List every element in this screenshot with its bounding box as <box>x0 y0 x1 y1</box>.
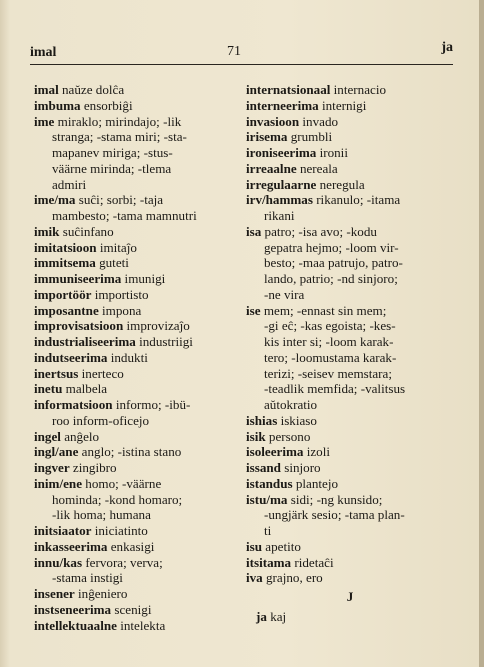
entry-continuation-line: aŭtokratio <box>264 397 318 412</box>
dictionary-entry <box>34 82 234 98</box>
entry-headword-line: iva grajno, ero <box>246 570 323 586</box>
dictionary-entry <box>34 539 234 555</box>
entry-continuation-line: besto; -maa patrujo, patro- <box>264 255 403 271</box>
dictionary-entry <box>246 492 446 539</box>
entry-headword-line: ironiseerima ironii <box>246 145 348 160</box>
dictionary-entry <box>34 397 234 429</box>
entry-headword-line: industrialiseerima industriigi <box>34 334 193 349</box>
entry-headword-line: inkasseerima enkasigi <box>34 538 155 554</box>
section-letter: J <box>346 589 354 604</box>
dictionary-entry <box>246 570 446 586</box>
left-column <box>34 82 234 633</box>
dictionary-entry <box>34 460 234 476</box>
dictionary-entry <box>246 460 446 476</box>
dictionary-entry <box>34 602 234 618</box>
entry-headword-line: isik persono <box>246 428 311 444</box>
entry-headword-line: intellektuaalne intelekta <box>34 617 166 633</box>
entry-headword-line: invasioon invado <box>246 113 339 129</box>
entry-continuation-line: -lik homa; humana <box>52 507 151 523</box>
entry-headword-line: immitsema guteti <box>34 255 129 271</box>
dictionary-entry <box>246 177 446 193</box>
dictionary-entry <box>34 334 234 350</box>
entry-continuation-line: lando, patrio; -nd sinjoro; <box>264 271 398 286</box>
entry-headword-line: informatsioon informo; -ibü- <box>34 397 191 412</box>
dictionary-entry <box>34 114 234 193</box>
entry-headword-line: irisema grumbli <box>246 129 333 145</box>
dictionary-entry <box>34 192 234 224</box>
entry-headword-line: imik suĉinfano <box>34 223 114 239</box>
entry-headword-line: irreaalne nereala <box>246 160 338 176</box>
dictionary-entry <box>34 429 234 445</box>
entry-headword-line: isu apetito <box>246 538 301 554</box>
dictionary-entry <box>34 303 234 319</box>
entry-headword-line: imal naŭze dolĉa <box>34 82 125 97</box>
dictionary-entry <box>246 555 446 571</box>
entry-headword-line: initsiaator iniciatinto <box>34 523 148 538</box>
entry-headword-line: irregulaarne neregula <box>246 176 365 192</box>
entry-headword-line: immuniseerima imunigi <box>34 271 166 286</box>
dictionary-entry <box>34 224 234 240</box>
dictionary-entry <box>246 161 446 177</box>
dictionary-entry <box>246 224 446 303</box>
entry-headword-line: indutseerima indukti <box>34 349 148 365</box>
dictionary-entry <box>34 271 234 287</box>
entry-continuation-line: -teadlik memfida; -valitsus <box>264 381 406 397</box>
page-header <box>30 40 453 65</box>
entry-headword-line: ime miraklo; mirindajo; -lik <box>34 113 182 129</box>
entry-headword-line: ise mem; -ennast sin mem; <box>246 302 387 318</box>
dictionary-entry <box>34 255 234 271</box>
entry-headword-line: imitatsioon imitaĵo <box>34 239 137 255</box>
entry-headword-line: inetu malbela <box>34 381 108 397</box>
dictionary-entry <box>246 429 446 445</box>
entry-headword-line: inertsus inerteco <box>34 365 124 381</box>
entry-continuation-line: terizi; -seisev memstara; <box>264 365 392 381</box>
entry-headword-line: inim/ene homo; -väärne <box>34 475 162 491</box>
dictionary-entry <box>34 381 234 397</box>
entry-continuation-line: -stama instigi <box>52 570 123 586</box>
dictionary-entry <box>34 523 234 539</box>
entry-continuation-line: tero; -loomustama karak- <box>264 349 397 365</box>
dictionary-entry: ja kaj <box>256 608 287 624</box>
dictionary-entry <box>246 192 446 224</box>
header-left-guide-word: imal <box>30 45 57 60</box>
entry-headword-line: interneerima internigi <box>246 97 367 113</box>
entry-continuation-line: stranga; -stama miri; -sta- <box>52 129 187 145</box>
dictionary-entry <box>34 98 234 114</box>
dictionary-entry <box>34 287 234 303</box>
dictionary-entry <box>246 129 446 145</box>
entry-headword-line: issand sinjoro <box>246 460 321 475</box>
right-column <box>246 82 446 625</box>
dictionary-entry <box>246 145 446 161</box>
dictionary-entry <box>246 444 446 460</box>
header-right-guide-word: ja <box>441 40 453 55</box>
entry-headword-line: ingver zingibro <box>34 460 117 475</box>
dictionary-entry <box>34 476 234 523</box>
entry-headword-line: instseneerima scenigi <box>34 601 152 617</box>
entry-continuation-line: rikani <box>264 208 295 223</box>
entry-headword-line: istu/ma sidi; -ng kunsido; <box>246 491 383 507</box>
entry-headword-line: isa patro; -isa avo; -kodu <box>246 223 377 239</box>
entry-continuation-line: -ungjärk sesio; -tama plan- <box>264 507 405 523</box>
dictionary-entry <box>246 82 446 98</box>
entry-headword-line: istandus plantejo <box>246 475 339 491</box>
dictionary-entry <box>34 555 234 587</box>
dictionary-entry <box>34 240 234 256</box>
right-column-entries <box>246 82 446 586</box>
entry-continuation-line: roo inform-oficejo <box>52 412 150 428</box>
dictionary-entry <box>34 586 234 602</box>
dictionary-entry <box>34 318 234 334</box>
entry-headword-line: ime/ma suĉi; sorbi; -taja <box>34 192 164 208</box>
entry-continuation-line: ti <box>264 523 272 538</box>
entry-headword-line: isoleerima izoli <box>246 444 330 460</box>
entry-headword-line: ishias iskiaso <box>246 412 317 428</box>
entry-headword-line: improvisatsioon improvizaĵo <box>34 318 190 334</box>
entry-continuation-line: hominda; -kond homaro; <box>52 491 183 507</box>
entry-headword-line: itsitama ridetaĉi <box>246 554 334 570</box>
entry-headword-line: importöör importisto <box>34 286 149 302</box>
entry-headword-line: irv/hammas rikanulo; -itama <box>246 192 401 208</box>
dictionary-entry <box>246 303 446 413</box>
dictionary-entry <box>246 476 446 492</box>
entry-headword-line: imbuma ensorbiĝi <box>34 97 133 113</box>
entry-continuation-line: -ne vira <box>264 286 305 302</box>
dictionary-entry <box>34 350 234 366</box>
dictionary-entry <box>34 618 234 634</box>
entry-continuation-line: gepatra hejmo; -loom vir- <box>264 239 399 255</box>
entry-headword-line: ingel anĝelo <box>34 428 100 444</box>
entry-headword-line: imposantne impona <box>34 302 142 318</box>
entry-continuation-line: -gi eĉ; -kas egoista; -kes- <box>264 318 396 334</box>
entry-continuation-line: väärne mirinda; -tlema <box>52 160 172 176</box>
entry-headword-line: innu/kas fervora; verva; <box>34 554 163 570</box>
dictionary-entry <box>34 366 234 382</box>
dictionary-entry <box>246 413 446 429</box>
dictionary-entry <box>246 114 446 130</box>
entry-continuation-line: mambesto; -tama mamnutri <box>52 208 197 223</box>
dictionary-entry <box>246 539 446 555</box>
dictionary-entry <box>246 98 446 114</box>
entry-continuation-line: mapanev miriga; -stus- <box>52 145 173 160</box>
dictionary-entry <box>34 444 234 460</box>
entry-headword-line: ingl/ane anglo; -istina stano <box>34 444 182 460</box>
entry-continuation-line: admiri <box>52 176 87 192</box>
entry-continuation-line: kis inter si; -loom karak- <box>264 334 394 349</box>
entry-headword-line: insener inĝeniero <box>34 586 128 601</box>
entry-headword-line: internatsionaal internacio <box>246 82 387 97</box>
page-number: 71 <box>227 44 241 59</box>
